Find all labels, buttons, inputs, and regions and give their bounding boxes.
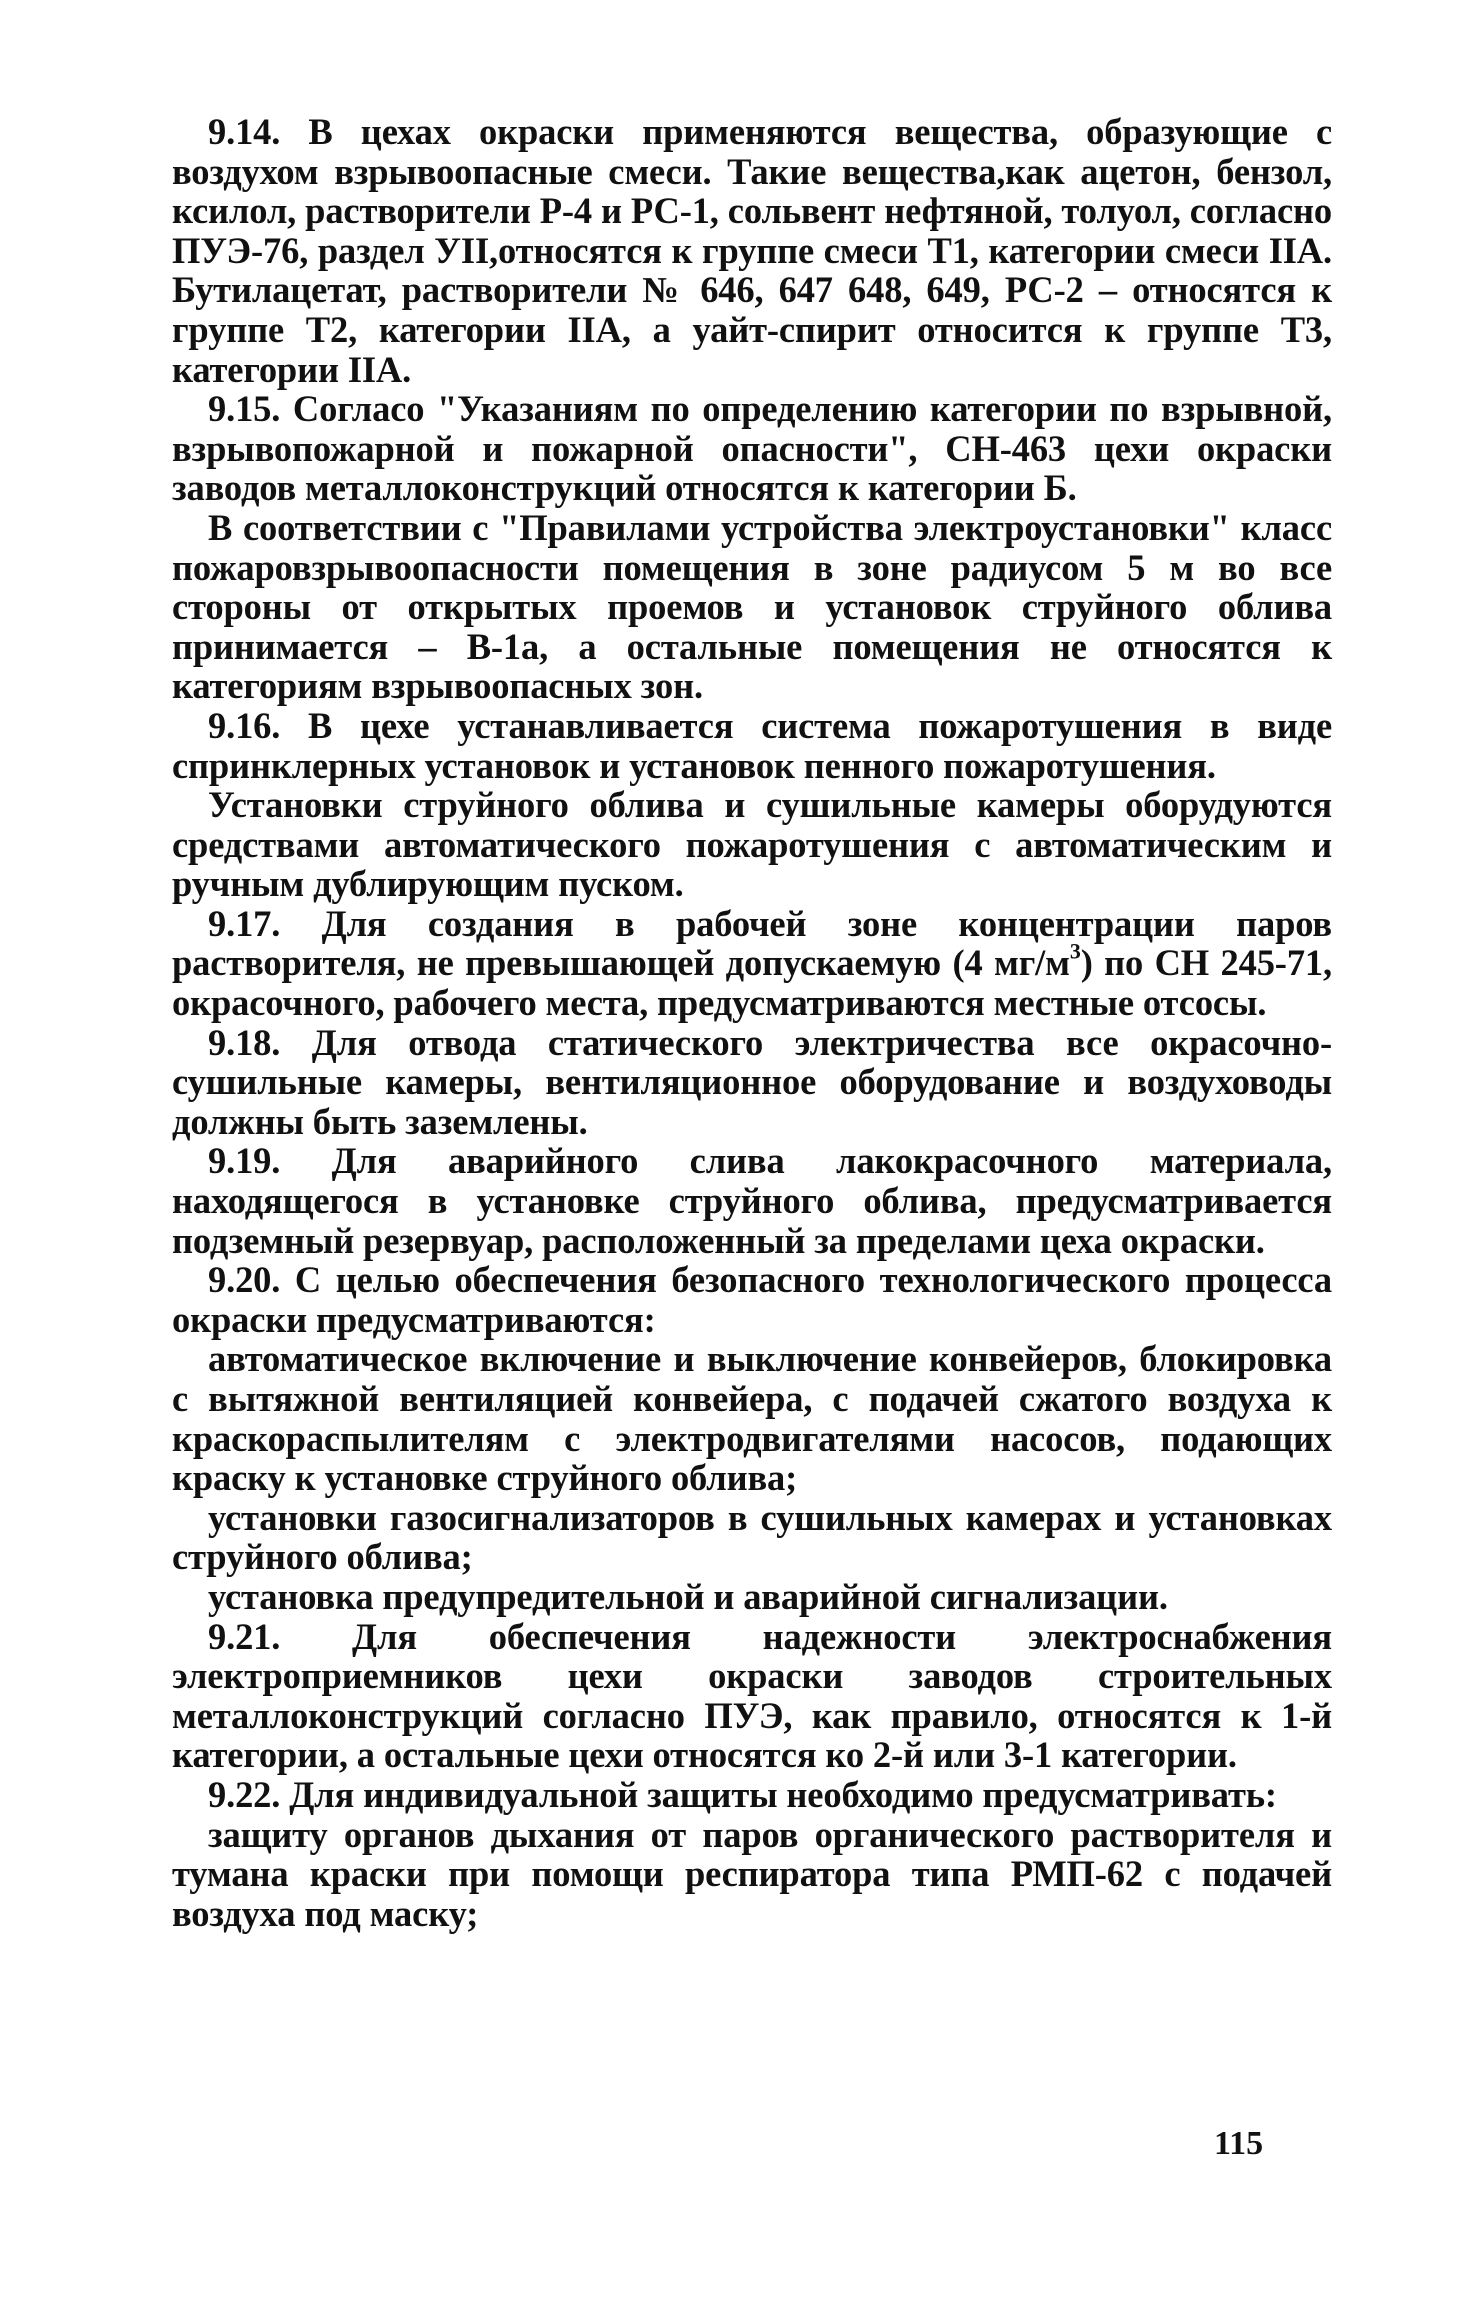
paragraph-9-15-continued: В соответствии с "Правилами устройства электроустановки" класс пожаровзрывоопасности помещения в зоне радиусом 5 м во все стороны от открытых проемов и установок струйного облива принимается – В-1а, а остальные помещения не относятся к категориям взрывоопасных зон. (172, 506, 1332, 707)
paragraph-9-16-continued: Установки струйного облива и сушильные камеры оборудуются средствами автоматического пожаротушения с автоматическим и ручным дублирующим пуском. (172, 784, 1332, 905)
list-item-alarm: установка предупредительной и аварийной сигнализации. (208, 1575, 1168, 1617)
list-item-respiratory: защиту органов дыхания от паров органического растворителя и тумана краски при помощи респиратора типа РМП-62 с подачей воздуха под маску; (172, 1813, 1332, 1934)
paragraph-9-17-text-before: 9.17. Для создания в рабочей зоне концентрации паров растворителя, не превышающей допускаемую (4 мг/м (172, 902, 1332, 984)
paragraph-9-19: 9.19. Для аварийного слива лакокрасочного материала, находящегося в установке струйного облива, предусматривается подземный резервуар, расположенный за пределами цеха окраски. (172, 1140, 1332, 1261)
paragraph-9-14: 9.14. В цехах окраски применяются вещества, образующие с воздухом взрывоопасные смеси. Такие вещества,как ацетон, бензол, ксилол, растворители Р-4 и РС-1, сольвент нефтяной, толуол, согласно ПУЭ-76, раздел УII,относятся к группе смеси Т1, категории смеси IIА. Бутилацетат, растворители № 646, 647 648, 649, РС-2 – относятся к группе Т2, категории IIА, а уайт-спирит относится к группе Т3, категории IIА. (172, 111, 1332, 390)
paragraph-9-18: 9.18. Для отвода статического электричества все окрасочно-сушильные камеры, вентиляционное оборудование и воздуховоды должны быть заземлены. (172, 1021, 1332, 1142)
paragraph-9-17 (172, 904, 1332, 1023)
document-page (172, 112, 1332, 1933)
paragraph-9-15: 9.15. Согласо "Указаниям по определению категории по взрывной, взрывопожарной и пожарной опасности", СН-463 цехи окраски заводов металлоконструкций относятся к категории Б. (172, 388, 1332, 509)
list-item-automation: автоматическое включение и выключение конвейеров, блокировка с вытяжной вентиляцией конвейера, с подачей сжатого воздуха к краскораспылителям с электродвигателями насосов, подающих краску к установке струйного облива; (172, 1338, 1332, 1499)
list-item-gas-detectors: установки газосигнализаторов в сушильных камерах и установках струйного облива; (172, 1496, 1332, 1578)
paragraph-9-22: 9.22. Для индивидуальной защиты необходимо предусматривать: (208, 1773, 1277, 1815)
paragraph-9-16: 9.16. В цехе устанавливается система пожаротушения в виде спринклерных установок и установок пенного пожаротушения. (172, 704, 1332, 786)
paragraph-9-20: 9.20. С целью обеспечения безопасного технологического процесса окраски предусматриваются: (172, 1259, 1332, 1340)
paragraph-9-17-text-after: ) по СН 245-71, окрасочного, рабочего места, предусматриваются местные отсосы. (172, 942, 1332, 1024)
superscript-cubic: 3 (1069, 939, 1081, 965)
paragraph-9-21: 9.21. Для обеспечения надежности электроснабжения электроприемников цехи окраски заводов строительных металлоконструкций согласно ПУЭ, как правило, относятся к 1-й категории, а остальные цехи относятся ко 2-й или 3-1 категории. (172, 1615, 1332, 1776)
page-number: 115 (1214, 2125, 1264, 2162)
